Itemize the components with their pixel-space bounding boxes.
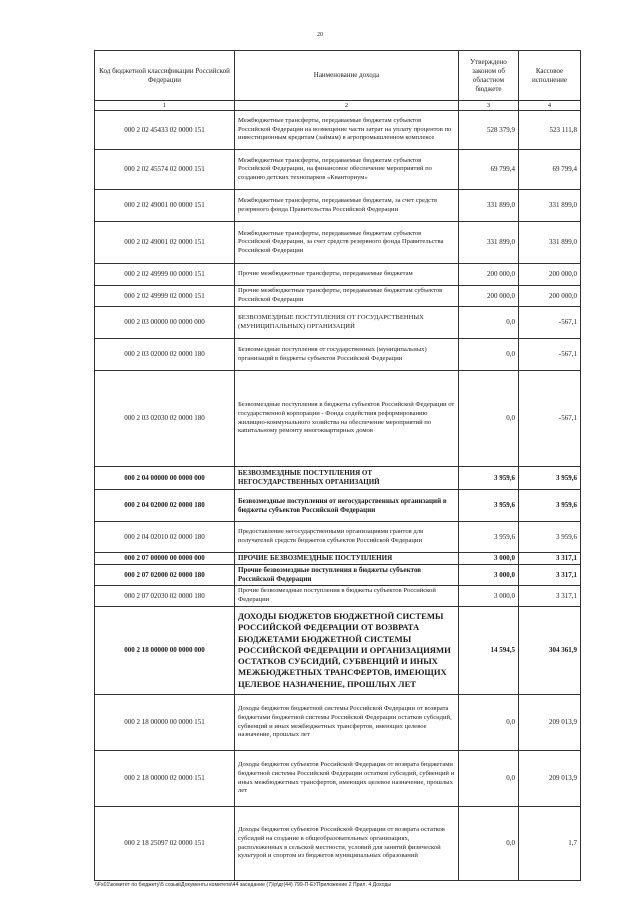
row-name: ДОХОДЫ БЮДЖЕТОВ БЮДЖЕТНОЙ СИСТЕМЫ РОССИЙСКОЙ ФЕДЕРАЦИИ ОТ ВОЗВРАТА БЮДЖЕТАМИ БЮДЖЕТНОЙ СИСТЕМЫ РОССИЙСКОЙ ФЕДЕРАЦИИ И ОРГАНИЗАЦИЯМИ ОСТАТКОВ СУБСИДИЙ, СУБВЕНЦИЙ И ИНЫХ МЕЖБЮДЖЕТНЫХ ТРАНСФЕРТОВ, ИМЕЮЩИХ ЦЕЛЕВОЕ НАЗНАЧЕНИЕ, ПРОШЛЫХ ЛЕТ [235,607,459,695]
row-approved: 331 899,0 [459,222,519,264]
row-code: 000 2 18 00000 00 0000 000 [95,607,235,695]
row-code: 000 2 02 45574 02 0000 151 [95,150,235,190]
row-approved: 3 959,6 [459,490,519,522]
row-executed: 331 899,0 [519,222,581,264]
row-executed: 200 000,0 [519,286,581,307]
row-approved: 0,0 [459,339,519,371]
row-name: БЕЗВОЗМЕЗДНЫЕ ПОСТУПЛЕНИЯ ОТ ГОСУДАРСТВЕННЫХ (МУНИЦИПАЛЬНЫХ) ОРГАНИЗАЦИЙ [235,307,459,339]
row-name: Межбюджетные трансферты, передаваемые бюджетам, за счет средств резервного фонда Правительства Российской Федерации [235,190,459,222]
row-executed: 523 111,8 [519,111,581,150]
row-executed: 331 899,0 [519,190,581,222]
row-approved: 3 959,6 [459,522,519,553]
row-executed: 200 000,0 [519,264,581,286]
row-code: 000 2 04 02000 02 0000 180 [95,490,235,522]
row-name: Безвозмездные поступления от негосударственных организаций в бюджеты субъектов Российской Федерации [235,490,459,522]
table-row [95,307,581,339]
header-approved: Утверждено законом об областном бюджете [459,51,519,101]
column-number: 4 [519,101,581,111]
row-code: 000 2 04 02010 02 0000 180 [95,522,235,553]
row-code: 000 2 07 00000 00 0000 000 [95,553,235,565]
row-executed: 1,7 [519,807,581,881]
row-executed: 209 013,9 [519,695,581,751]
row-executed: -567,1 [519,307,581,339]
row-approved: 200 000,0 [459,264,519,286]
row-name: Межбюджетные трансферты, передаваемые бюджетам субъектов Российской Федерации, на финансовое обеспечение мероприятий по созданию детских технопарков «Кванториум» [235,150,459,190]
row-code: 000 2 02 49001 00 0000 151 [95,190,235,222]
row-name: Прочие межбюджетные трансферты, передаваемые бюджетам субъектов Российской Федерации [235,286,459,307]
table-row [95,586,581,607]
row-executed: -567,1 [519,339,581,371]
row-executed: 3 959,6 [519,522,581,553]
table-row [95,490,581,522]
row-name: Доходы бюджетов субъектов Российской Федерации от возврата бюджетами бюджетной системы Российской Федерации остатков субсидий, субвенций и иных межбюджетных трансфертов, имеющих целевое назначение, прошлых лет [235,751,459,807]
row-executed: -567,1 [519,371,581,467]
column-number: 2 [235,101,459,111]
row-approved: 0,0 [459,695,519,751]
table-row [95,222,581,264]
row-approved: 3 959,6 [459,467,519,490]
file-path-footer: \\Fs01\комитет по бюджету\5 созыв\Документы комитета\44 заседание (7)\р\дг(44) 799-П-ЕУПриложение 2 Прил. 4 Доходы [95,882,392,888]
table-row [95,339,581,371]
row-name: Межбюджетные трансферты, передаваемые бюджетам субъектов Российской Федерации, за счет средств резервного фонда Правительства Российской Федерации [235,222,459,264]
revenue-table [94,50,581,881]
column-number: 3 [459,101,519,111]
table-row [95,522,581,553]
page-number: 20 [317,32,323,38]
row-name: ПРОЧИЕ БЕЗВОЗМЕЗДНЫЕ ПОСТУПЛЕНИЯ [235,553,459,565]
table-row [95,371,581,467]
row-approved: 200 000,0 [459,286,519,307]
row-name: Доходы бюджетов субъектов Российской Федерации от возврата остатков субсидий на создание в общеобразовательных организациях, расположенных в сельской местности, условий для занятий физической культурой и спортом из бюджетов муниципальных образований [235,807,459,881]
row-executed: 3 317,1 [519,553,581,565]
row-code: 000 2 02 45433 02 0000 151 [95,111,235,150]
table-header-row [95,51,581,101]
row-executed: 3 959,6 [519,467,581,490]
row-approved: 0,0 [459,307,519,339]
row-code: 000 2 18 25097 02 0000 151 [95,807,235,881]
row-name: БЕЗВОЗМЕЗДНЫЕ ПОСТУПЛЕНИЯ ОТ НЕГОСУДАРСТВЕННЫХ ОРГАНИЗАЦИЙ [235,467,459,490]
column-number-row [95,101,581,111]
table-row [95,695,581,751]
table-row [95,111,581,150]
header-name: Наименование дохода [235,51,459,101]
table-row [95,264,581,286]
row-executed: 3 317,1 [519,565,581,586]
row-approved: 3 000,0 [459,586,519,607]
row-code: 000 2 18 00000 00 0000 151 [95,695,235,751]
row-code: 000 2 02 49999 02 0000 151 [95,286,235,307]
row-name: Доходы бюджетов бюджетной системы Российской Федерации от возврата бюджетами бюджетной системы Российской Федерации остатков субсидий, субвенций и иных межбюджетных трансфертов, имеющих целевое назначение, прошлых лет [235,695,459,751]
row-code: 000 2 03 02000 02 0000 180 [95,339,235,371]
row-code: 000 2 04 00000 00 0000 000 [95,467,235,490]
row-name: Прочие безвозмездные поступления в бюджеты субъектов Российской Федерации [235,586,459,607]
row-code: 000 2 07 02000 02 0000 180 [95,565,235,586]
row-approved: 14 594,5 [459,607,519,695]
row-code: 000 2 03 02030 02 0000 180 [95,371,235,467]
row-executed: 3 959,6 [519,490,581,522]
row-approved: 3 000,0 [459,553,519,565]
table-row [95,807,581,881]
row-name: Прочие безвозмездные поступления в бюджеты субъектов Российской Федерации [235,565,459,586]
table-row [95,150,581,190]
row-code: 000 2 02 49999 00 0000 151 [95,264,235,286]
row-name: Безвозмездные поступления в бюджеты субъектов Российской Федерации от государственной корпорации - Фонда содействия реформированию жилищно-коммунального хозяйства на обеспечение мероприятий по капитальному ремонту многоквартирных домов [235,371,459,467]
row-executed: 304 361,9 [519,607,581,695]
row-code: 000 2 18 00000 02 0000 151 [95,751,235,807]
row-code: 000 2 03 00000 00 0000 000 [95,307,235,339]
table-row [95,553,581,565]
row-approved: 0,0 [459,807,519,881]
table-row [95,607,581,695]
table-row [95,751,581,807]
row-executed: 69 799,4 [519,150,581,190]
row-name: Предоставление негосударственными организациями грантов для получателей средств бюджетов субъектов Российской Федерации [235,522,459,553]
header-executed: Кассовое исполнение [519,51,581,101]
row-approved: 69 799,4 [459,150,519,190]
header-code: Код бюджетной классификации Российской Федерации [95,51,235,101]
row-approved: 331 899,0 [459,190,519,222]
row-name: Межбюджетные трансферты, передаваемые бюджетам субъектов Российской Федерации на возмещение части затрат на уплату процентов по инвестиционным кредитам (займам) в агропромышленном комплексе [235,111,459,150]
row-code: 000 2 07 02030 02 0000 180 [95,586,235,607]
table-row [95,565,581,586]
table-row [95,190,581,222]
table-row [95,286,581,307]
table-row [95,467,581,490]
row-approved: 3 000,0 [459,565,519,586]
row-executed: 3 317,1 [519,586,581,607]
row-approved: 0,0 [459,371,519,467]
row-name: Прочие межбюджетные трансферты, передаваемые бюджетам [235,264,459,286]
column-number: 1 [95,101,235,111]
row-executed: 209 013,9 [519,751,581,807]
row-approved: 528 379,9 [459,111,519,150]
row-name: Безвозмездные поступления от государственных (муниципальных) организаций в бюджеты субъектов Российской Федерации [235,339,459,371]
row-approved: 0,0 [459,751,519,807]
row-code: 000 2 02 49001 02 0000 151 [95,222,235,264]
